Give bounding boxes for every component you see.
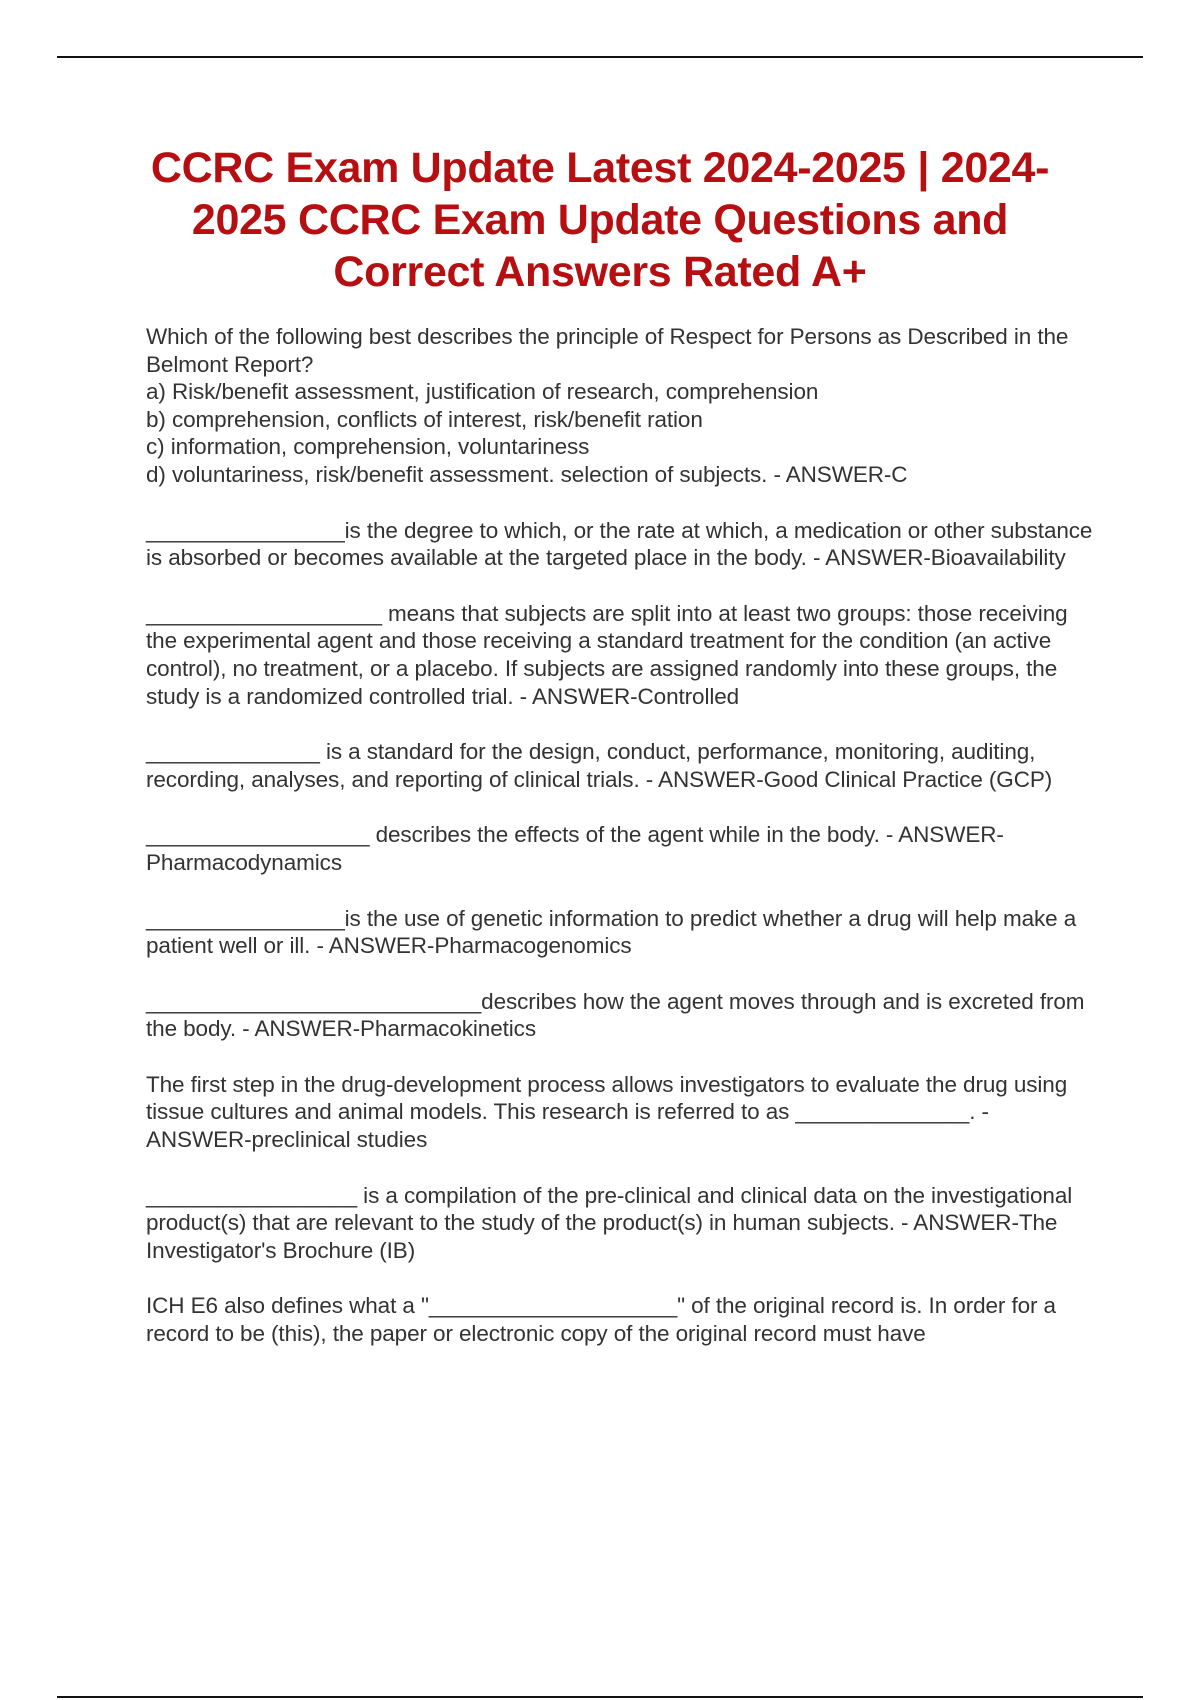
question-item	[146, 600, 1094, 710]
question-item	[146, 1292, 1094, 1347]
answer-option-c: c) information, comprehension, voluntariness	[146, 434, 590, 460]
question-item	[146, 1182, 1094, 1265]
question-text: _________________ is a compilation of the pre-clinical and clinical data on the investigational product(s) that are relevant to the study of the product(s) in human subjects. - ANSWER-The Investigator's Brochure (IB)	[146, 1182, 1073, 1263]
question-item	[146, 1071, 1094, 1154]
question-text: The first step in the drug-development process allows investigators to evaluate the drug using tissue cultures and animal models. This research is referred to as ______________. - ANSWER-preclinical studies	[146, 1071, 1068, 1153]
question-item	[146, 988, 1094, 1043]
question-item	[146, 738, 1094, 793]
question-item	[146, 323, 1094, 489]
answer-option-d: d) voluntariness, risk/benefit assessment. selection of subjects. - ANSWER-C	[146, 461, 908, 487]
question-item	[146, 517, 1094, 572]
question-item	[146, 821, 1094, 876]
question-text: ______________ is a standard for the design, conduct, performance, monitoring, auditing, recording, analyses, and reporting of clinical trials. - ANSWER-Good Clinical Practice (GCP)	[146, 739, 1053, 792]
question-text: ________________is the use of genetic information to predict whether a drug will help make a patient well or ill. - ANSWER-Pharmacogenomics	[146, 905, 1077, 959]
bottom-rule	[57, 1696, 1143, 1698]
document-title: CCRC Exam Update Latest 2024-2025 | 2024-2025 CCRC Exam Update Questions and Correct Answers Rated A+	[150, 144, 1050, 296]
top-rule	[57, 56, 1143, 58]
question-text: ________________is the degree to which, or the rate at which, a medication or other substance is absorbed or becomes available at the targeted place in the body. - ANSWER-Bioavailability	[146, 517, 1093, 571]
question-text: ICH E6 also defines what a "____________________" of the original record is. In order for a record to be (this), the paper or electronic copy of the original record must have	[146, 1293, 1056, 1347]
answer-option-b: b) comprehension, conflicts of interest, risk/benefit ration	[146, 406, 703, 432]
question-text: Which of the following best describes the principle of Respect for Persons as Described in the Belmont Report?	[146, 324, 1069, 377]
question-list	[146, 323, 1094, 1376]
question-item	[146, 905, 1094, 960]
question-text: ___________________________describes how the agent moves through and is excreted from the body. - ANSWER-Pharmacokinetics	[146, 988, 1085, 1042]
question-text: __________________ describes the effects of the agent while in the body. - ANSWER-Pharmacodynamics	[146, 822, 1004, 875]
answer-option-a: a) Risk/benefit assessment, justification of research, comprehension	[146, 379, 819, 405]
question-text: ___________________ means that subjects are split into at least two groups: those receiving the experimental agent and those receiving a standard treatment for the condition (an active control), no treatment, or a placebo. If subjects are assigned randomly into these groups, the study is a randomized controlled trial. - ANSWER-Controlled	[146, 600, 1068, 709]
